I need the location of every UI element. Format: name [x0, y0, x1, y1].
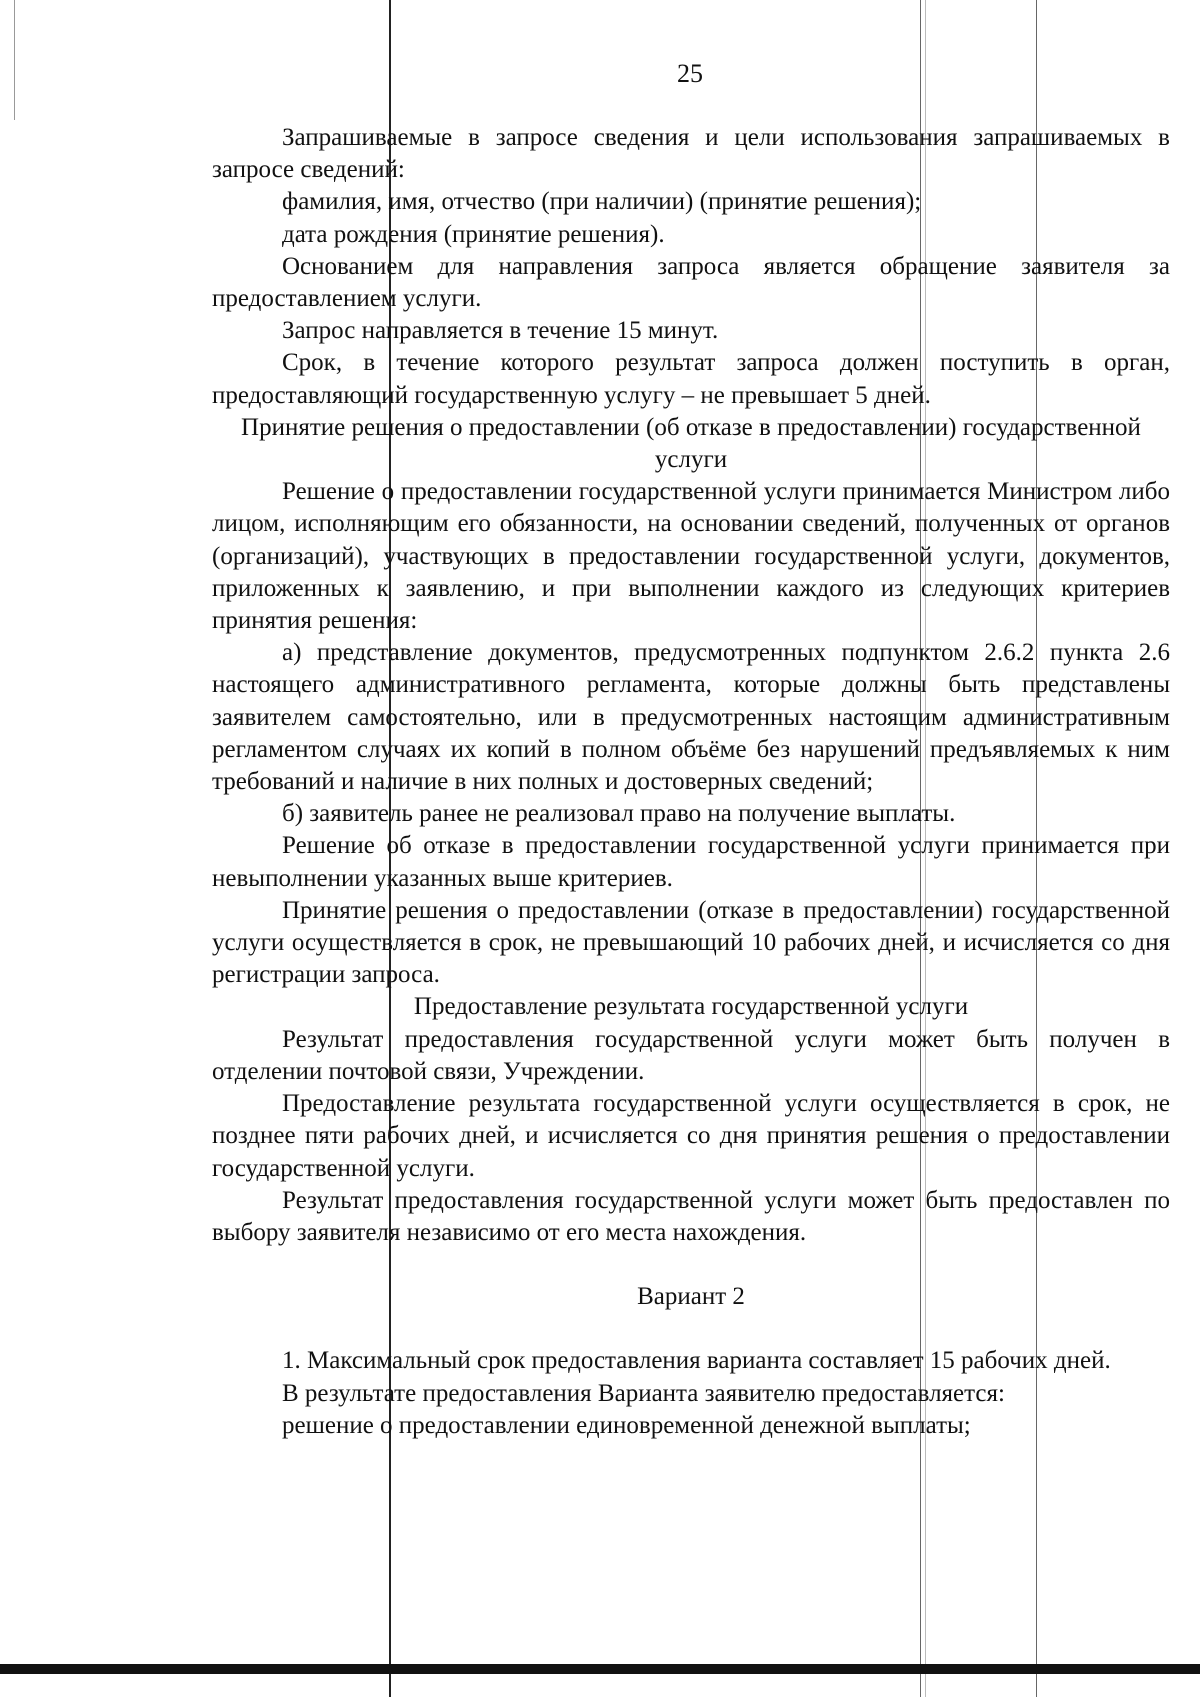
paragraph: Решение об отказе в предоставлении государственной услуги принимается при невыполнении указанных выше критериев.: [212, 832, 1170, 892]
page-number: 25: [677, 59, 703, 88]
paragraph: решение о предоставлении единовременной денежной выплаты;: [282, 1411, 971, 1439]
section-heading: Принятие решения о предоставлении (об отказе в предоставлении) государственной услуги: [241, 413, 1141, 474]
paragraph: б) заявитель ранее не реализовал право на получение выплаты.: [282, 800, 956, 828]
paragraph: В результате предоставления Варианта заявителю предоставляется:: [282, 1379, 1005, 1407]
paragraph: Результат предоставления государственной услуги может быть предоставлен по выбору заявителя независимо от его места нахождения.: [212, 1186, 1170, 1246]
paragraph: дата рождения (принятие решения).: [282, 220, 665, 248]
paragraph: фамилия, имя, отчество (при наличии) (принятие решения);: [282, 188, 922, 216]
paragraph: Запрос направляется в течение 15 минут.: [282, 317, 719, 345]
paragraph: Запрашиваемые в запросе сведения и цели использования запрашиваемых в запросе сведений:: [212, 124, 1170, 184]
document-body: [212, 122, 1170, 1442]
scan-bottom-border: [0, 1664, 1200, 1674]
paragraph: Предоставление результата государственной услуги осуществляется в срок, не позднее пяти рабочих дней, и исчисляется со дня принятия решения о предоставлении государственной услуги.: [212, 1090, 1170, 1182]
paragraph: а) представление документов, предусмотренных подпунктом 2.6.2 пункта 2.6 настоящего административного регламента, которые должны быть представлены заявителем самостоятельно, или в предусмотренных настоящим административным регламентом случаях их копий в полном объёме без нарушений предъявляемых к ним требований и наличие в них полных и достоверных сведений;: [212, 639, 1170, 796]
section-heading: Предоставление результата государственной услуги: [413, 993, 969, 1021]
paragraph: 1. Максимальный срок предоставления варианта составляет 15 рабочих дней.: [282, 1347, 1111, 1375]
paragraph: Срок, в течение которого результат запроса должен поступить в орган, предоставляющий государственную услугу – не превышает 5 дней.: [212, 349, 1170, 409]
paragraph: Основанием для направления запроса является обращение заявителя за предоставлением услуги.: [212, 252, 1170, 313]
paragraph: Результат предоставления государственной услуги может быть получен в отделении почтовой связи, Учреждении.: [212, 1025, 1170, 1085]
variant-heading: Вариант 2: [637, 1283, 745, 1311]
paragraph: Решение о предоставлении государственной услуги принимается Министром либо лицом, исполняющим его обязанности, на основании сведений, полученных от органов (организаций), участвующих в предоставлении государственной услуги, документов, приложенных к заявлению, и при выполнении каждого из следующих критериев принятия решения:: [212, 478, 1170, 635]
paragraph: Принятие решения о предоставлении (отказе в предоставлении) государственной услуги осуществляется в срок, не превышающий 10 рабочих дней, и исчисляется со дня регистрации запроса.: [212, 896, 1170, 989]
